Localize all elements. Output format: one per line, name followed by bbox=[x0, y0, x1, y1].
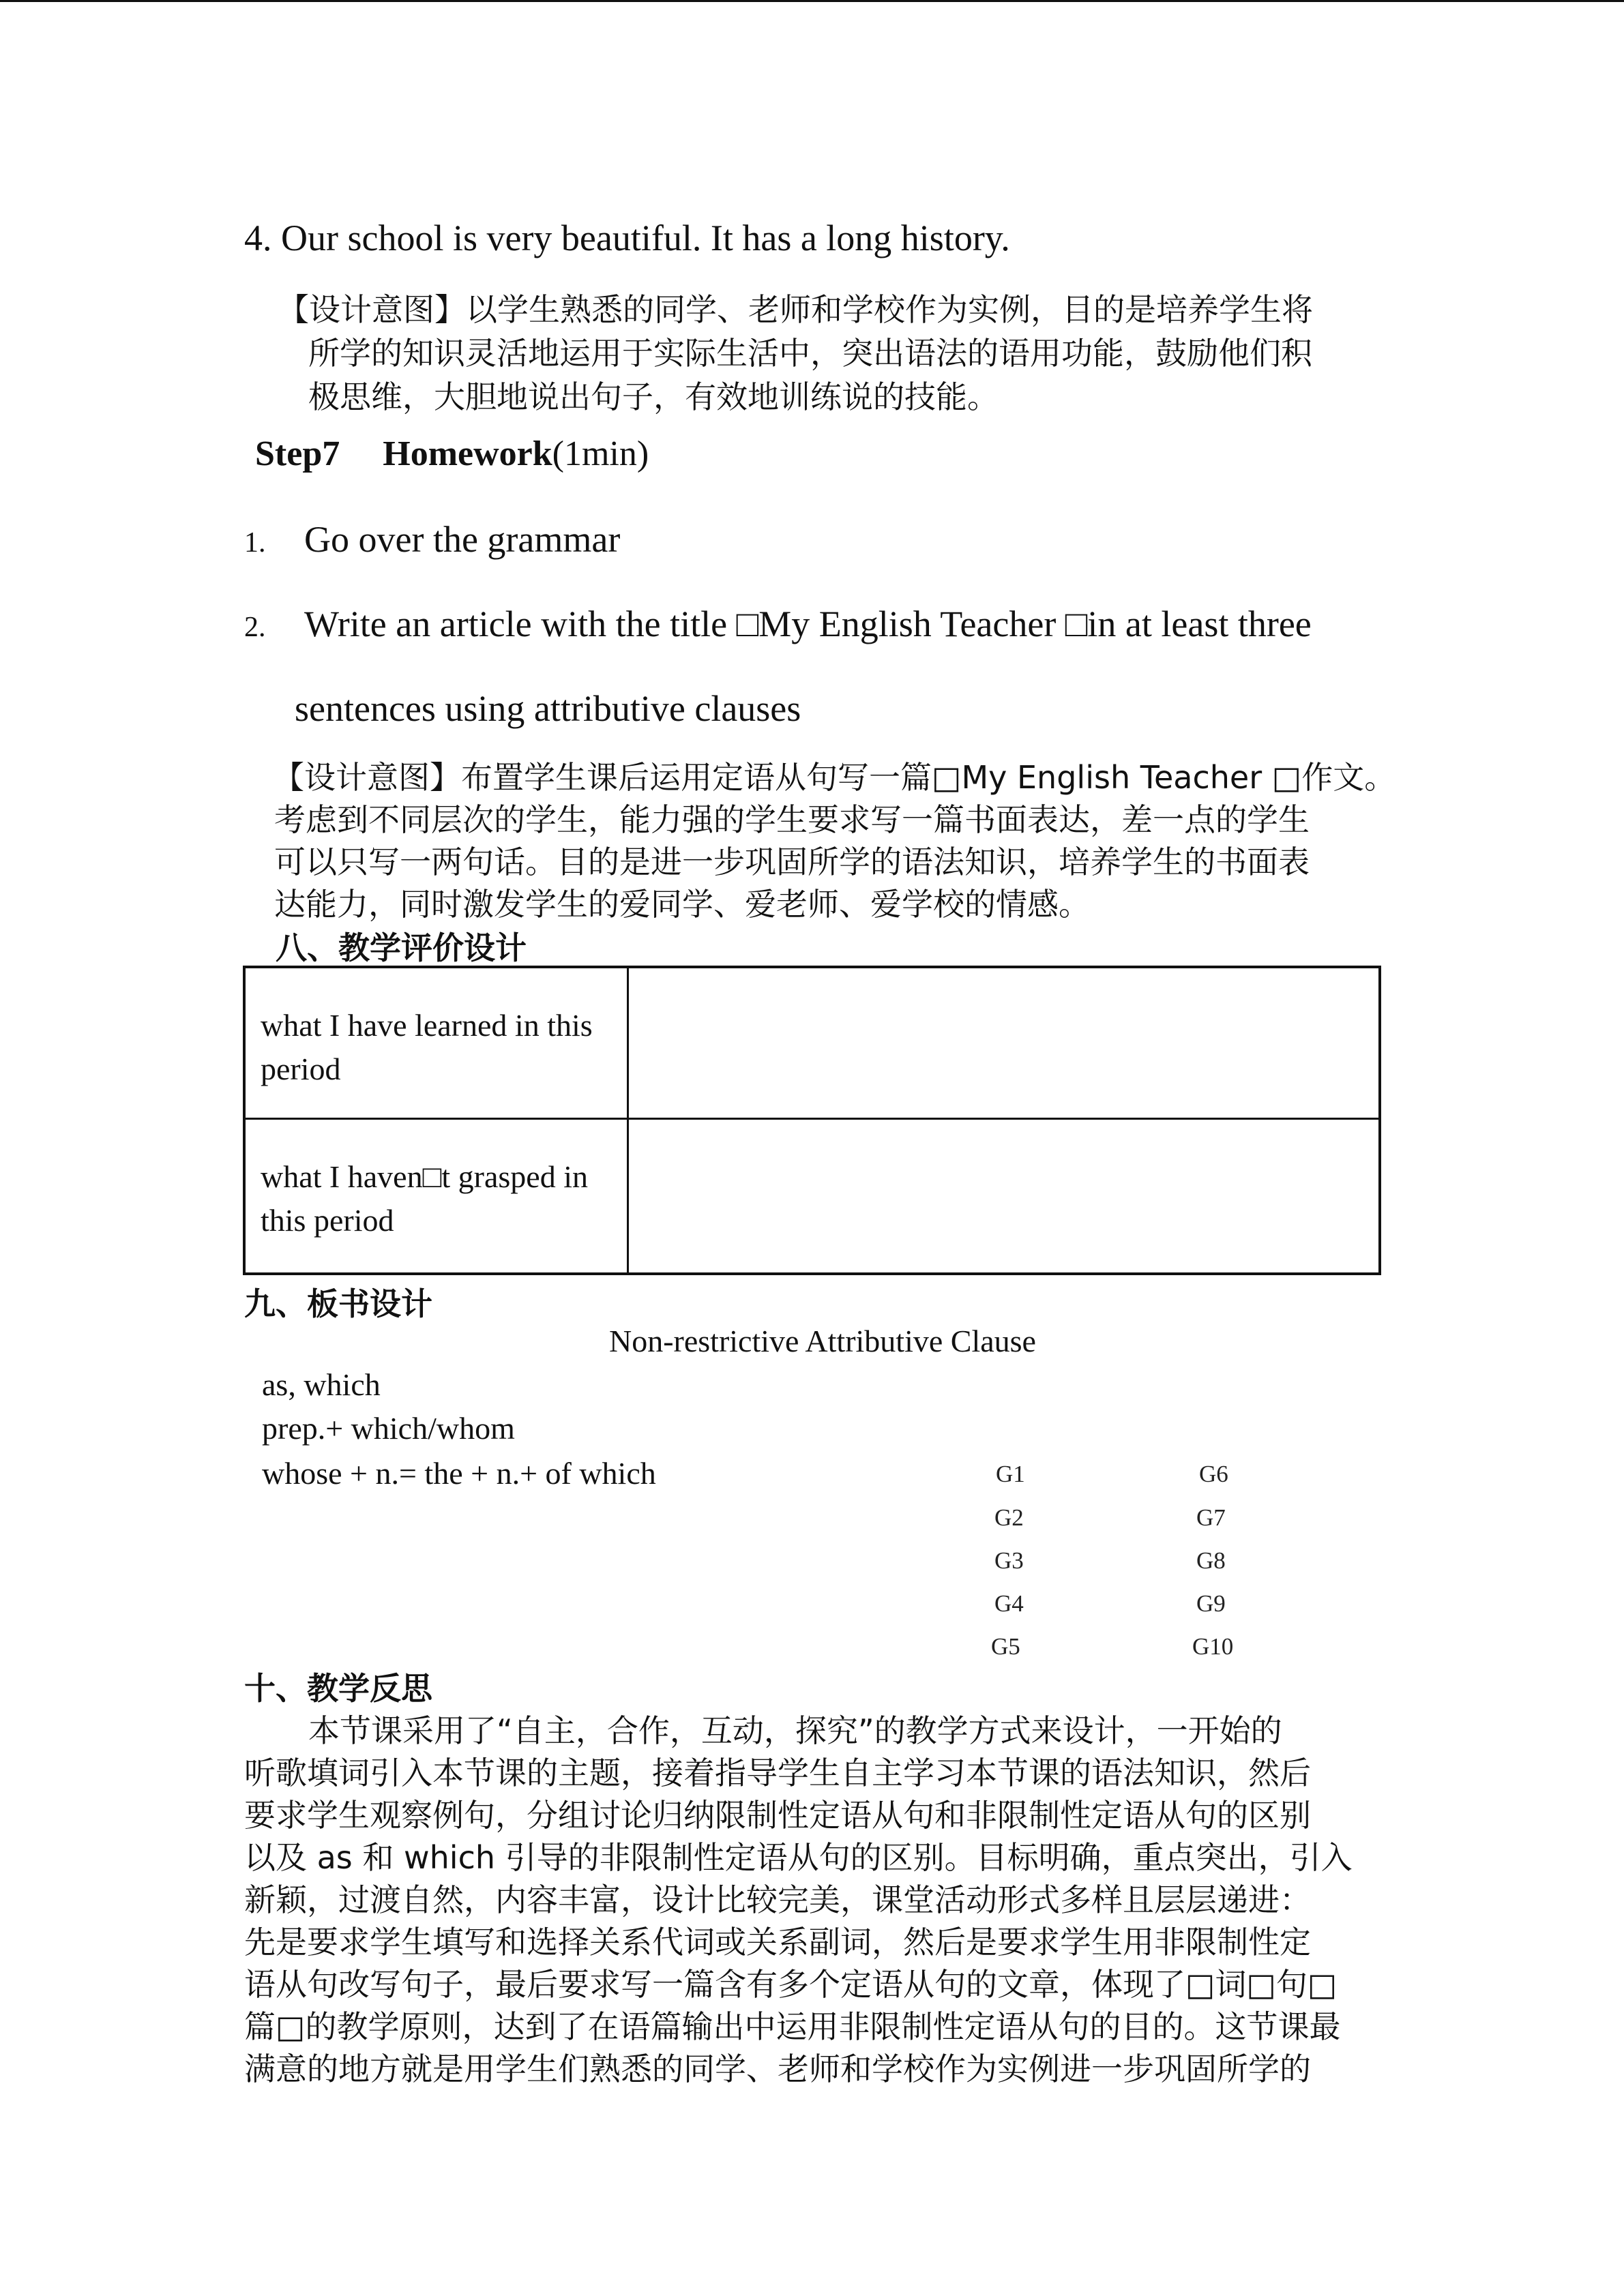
evaluation-row-label-line: what I have learned in this bbox=[261, 1008, 593, 1043]
group-label: G1 bbox=[996, 1461, 1025, 1487]
homework-number: 1. bbox=[244, 527, 266, 558]
design-intent-2-line: 可以只写一两句话。目的是进一步巩固所学的语法知识，培养学生的书面表 bbox=[274, 844, 1310, 880]
design-intent-2-line: 达能力，同时激发学生的爱同学、爱老师、爱学校的情感。 bbox=[274, 886, 1090, 923]
board-item: prep.+ which/whom bbox=[262, 1411, 515, 1446]
design-intent-2-line: 【设计意图】布置学生课后运用定语从句写一篇□My English Teacher □作文。 bbox=[273, 759, 1396, 796]
design-intent-1-line: 【设计意图】以学生熟悉的同学、老师和学校作为实例，目的是培养学生将 bbox=[278, 291, 1313, 328]
evaluation-row-label bbox=[246, 968, 629, 1118]
reflection-line: 听歌填词引入本节课的主题，接着指导学生自主学习本节课的语法知识，然后 bbox=[244, 1755, 1311, 1791]
group-label: G10 bbox=[1192, 1633, 1234, 1660]
board-item: whose + n.= the + n.+ of which bbox=[262, 1456, 656, 1491]
evaluation-row-label-line: this period bbox=[261, 1203, 394, 1238]
page-top-border bbox=[0, 0, 1624, 2]
reflection-line: 新颖，过渡自然，内容丰富，设计比较完美，课堂活动形式多样且层层递进： bbox=[244, 1881, 1311, 1918]
design-intent-2-line: 考虑到不同层次的学生，能力强的学生要求写一篇书面表达，差一点的学生 bbox=[274, 801, 1310, 838]
step7-duration: (1min) bbox=[552, 434, 649, 473]
section-9-title: 九、板书设计 bbox=[244, 1285, 432, 1322]
step7-title: Homework bbox=[383, 434, 552, 473]
exercise-item-4: 4. Our school is very beautiful. It has a long history. bbox=[244, 218, 1010, 258]
group-label: G8 bbox=[1196, 1547, 1226, 1574]
homework-text: Write an article with the title □My English Teacher □in at least three bbox=[304, 603, 1312, 644]
evaluation-row-value bbox=[629, 968, 1378, 1118]
homework-item-continued: sentences using attributive clauses bbox=[295, 688, 801, 729]
step7-heading bbox=[255, 434, 649, 474]
evaluation-row bbox=[246, 1120, 1378, 1272]
group-label: G3 bbox=[994, 1547, 1024, 1574]
group-label: G4 bbox=[994, 1590, 1024, 1617]
group-label: G9 bbox=[1196, 1590, 1226, 1617]
group-label: G5 bbox=[991, 1633, 1020, 1660]
reflection-line: 满意的地方就是用学生们熟悉的同学、老师和学校作为实例进一步巩固所学的 bbox=[244, 2051, 1311, 2087]
reflection-line: 本节课采用了“自主，合作，互动，探究”的教学方式来设计，一开始的 bbox=[308, 1712, 1282, 1749]
reflection-line: 先是要求学生填写和选择关系代词或关系副词，然后是要求学生用非限制性定 bbox=[244, 1924, 1311, 1960]
design-intent-1-line: 所学的知识灵活地运用于实际生活中，突出语法的语用功能，鼓励他们积 bbox=[308, 335, 1312, 372]
homework-number: 2. bbox=[244, 612, 266, 643]
evaluation-row-label-line: what I haven□t grasped in bbox=[261, 1159, 588, 1194]
evaluation-row-label bbox=[246, 1120, 629, 1272]
evaluation-row-label-line: period bbox=[261, 1052, 341, 1086]
section-8-title: 八、教学评价设计 bbox=[276, 929, 527, 966]
reflection-line: 篇□的教学原则，达到了在语篇输出中运用非限制性定语从句的目的。这节课最 bbox=[244, 2008, 1341, 2045]
homework-item bbox=[244, 518, 620, 561]
group-label: G2 bbox=[994, 1504, 1024, 1531]
group-label: G6 bbox=[1199, 1461, 1228, 1487]
section-10-title: 十、教学反思 bbox=[244, 1670, 432, 1707]
evaluation-row bbox=[246, 968, 1378, 1120]
evaluation-row-value bbox=[629, 1120, 1378, 1272]
homework-item bbox=[244, 603, 1312, 645]
reflection-line: 语从句改写句子，最后要求写一篇含有多个定语从句的文章，体现了□词□句□ bbox=[244, 1966, 1338, 2003]
board-title: Non-restrictive Attributive Clause bbox=[609, 1324, 1036, 1358]
homework-text: Go over the grammar bbox=[304, 519, 621, 560]
group-label: G7 bbox=[1196, 1504, 1226, 1531]
reflection-line: 要求学生观察例句，分组讨论归纳限制性定语从句和非限制性定语从句的区别 bbox=[244, 1797, 1311, 1834]
design-intent-1-line: 极思维，大胆地说出句子，有效地训练说的技能。 bbox=[308, 378, 999, 415]
step7-label: Step7 bbox=[255, 434, 340, 473]
evaluation-table bbox=[243, 966, 1381, 1275]
reflection-line: 以及 as 和 which 引导的非限制性定语从句的区别。目标明确，重点突出，引入 bbox=[244, 1839, 1353, 1876]
board-item: as, which bbox=[262, 1367, 381, 1402]
